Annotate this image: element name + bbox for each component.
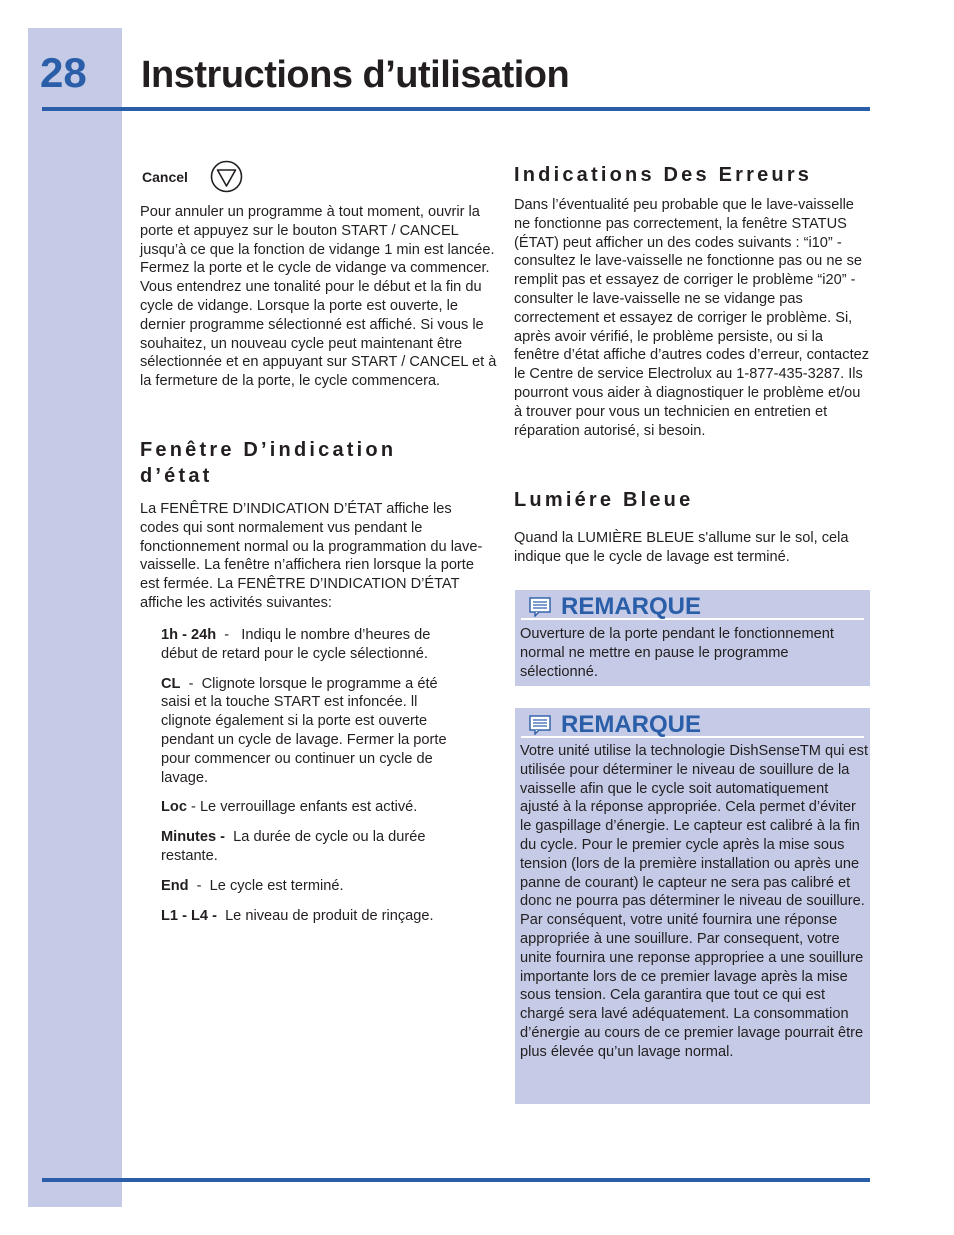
- note-icon: [529, 597, 551, 617]
- status-window-heading: [140, 437, 480, 489]
- status-window-heading-line1: Fenêtre D’indication: [140, 439, 397, 461]
- note-box-2: [515, 708, 870, 1104]
- footer-rule: [42, 1178, 870, 1182]
- status-code-item: CL - Clignote lorsque le programme a été saisi et la touche START est infoncée. ll clignote également si la porte est ouverte pendant un cycle de lavage. Fermer la porte pour commencer ou continuer un cycle de lavage.: [161, 675, 447, 786]
- status-code-item: [161, 907, 461, 926]
- status-code-term: Minutes -: [161, 829, 226, 846]
- status-code-item: 1h - 24h - Indiqu le nombre d’heures de début de retard pour le cycle sélectionné.: [161, 627, 431, 662]
- status-code-term: L1 - L4 -: [161, 907, 217, 924]
- note-text: Votre unité utilise la technologie DishSenseTM qui est utilisée pour déterminer le niveau de souillure de la vaisselle afin que le cycle soit automatiquement ajusté à la réponse appropriée. Cela permet d’éviter le gaspillage d’énergie. Le capteur est calibré à la fin du cycle. Pour le premier cycle après la mise sous tension (lors de la première installation ou après une panne de courant) le capteur ne sera pas calibré et donc ne pourra pas déterminer le niveau de souillure. Par conséquent, votre unité fournira une réponse appropriée à une souillure. Par consequent, votre unite fournira une reponse appropriee a une souillure importante lors de ce premier lavage après la mise sous tension. Cela garantira que tout ce qui est chargé sera lavé adéquatement. La consommation d’énergie au cours de ce premier lavage pourrait être plus élevée qu’un lavage normal.: [520, 743, 869, 1060]
- note-title: REMARQUE: [561, 711, 702, 738]
- header-rule: [42, 107, 870, 111]
- status-code-item: Loc - Le verrouillage enfants est activé.: [161, 799, 418, 816]
- status-code-desc: Indiqu le nombre d’heures de début de retard pour le cycle sélectionné.: [161, 627, 431, 662]
- blue-light-paragraph: Quand la LUMIÈRE BLEUE s'allume sur le sol, cela indique que le cycle de lavage est terminé.: [514, 530, 849, 565]
- status-code-desc: Le niveau de produit de rinçage.: [225, 907, 434, 924]
- cancel-triangle-icon: [210, 160, 243, 193]
- status-code-desc: La durée de cycle ou la durée restante.: [161, 829, 426, 864]
- errors-heading: Indications Des Erreurs: [514, 164, 813, 186]
- cancel-row: [142, 160, 262, 194]
- status-code-desc: Le verrouillage enfants est activé.: [199, 799, 418, 816]
- status-code-desc: Clignote lorsque le programme a été saisi et la touche START est infoncée. ll clignote également si la porte est ouverte pendant un cycle de lavage. Fermer la porte pour commencer ou continuer un cycle de lavage.: [161, 675, 447, 786]
- status-window-paragraph: La FENÊTRE D’INDICATION D’ÉTAT affiche les codes qui sont normalement vus pendant le fonctionnement normal ou la programmation du lave-vaisselle. La fenêtre n’affichera rien lorsque la porte est fermée. La FENÊTRE D’INDICATION D’ÉTAT affiche les activités suivantes:: [140, 501, 483, 611]
- note-icon: [529, 715, 551, 735]
- status-code-desc: Le cycle est terminé.: [209, 877, 344, 894]
- note-title: REMARQUE: [561, 593, 702, 620]
- status-window-heading-line2: d’état: [140, 465, 213, 487]
- status-codes-list: [161, 626, 461, 936]
- status-code-term: End: [161, 877, 189, 894]
- cancel-label: Cancel: [142, 169, 188, 185]
- page-number: 28: [40, 49, 87, 96]
- page-title: Instructions d’utilisation: [141, 54, 570, 96]
- status-code-item: [161, 828, 461, 866]
- cancel-paragraph: Pour annuler un programme à tout moment, ouvrir la porte et appuyez sur le bouton START / CANCEL jusqu’à ce que la fonction de vidange 1 min est lancée. Fermez la porte et le cycle de vidange va commencer. Vous entendrez une tonalité pour le début et la fin du cycle de vidange. Lorsque la porte est ouverte, le dernier programme sélectionné est affiché. Si vous le souhaitez, un nouveau cycle peut maintenant être sélectionnée et en appuyant sur START / CANCEL et à la fermeture de la porte, le cycle commencera.: [140, 204, 497, 390]
- note-header: [521, 594, 864, 620]
- blue-light-heading: Lumiére Bleue: [514, 489, 694, 511]
- note-box-1: [515, 590, 870, 686]
- note-header: [521, 712, 864, 738]
- page-sidebar: [28, 28, 122, 1207]
- status-code-term: CL: [161, 675, 181, 692]
- errors-paragraph: Dans l’éventualité peu probable que le lave-vaisselle ne fonctionne pas correctement, la fenêtre STATUS (ÉTAT) peut afficher un des codes suivants : “i10” - consultez le lave-vaisselle ne fonctionne pas ou ne se remplit pas et essayez de corriger le problème “i20” - consulter le lave-vaisselle ne se vidange pas correctement et essayez de corriger le problème. Si, après avoir vérifié, le problème persiste, ou si la fenêtre d’état affiche d’autres codes d’erreur, contactez le Centre de service Electrolux au 1-877-435-3287. Ils pourront vous aider à diagnostiquer le problème et/ou à trouver pour vous un technicien en entretien et réparation autorisé, si besoin.: [514, 197, 870, 439]
- status-code-term: Loc: [161, 799, 187, 816]
- note-text: Ouverture de la porte pendant le fonctionnement normal ne mettre en pause le programme sélectionné.: [520, 626, 834, 680]
- status-code-term: 1h - 24h: [161, 627, 217, 643]
- status-code-item: End - Le cycle est terminé.: [161, 877, 344, 894]
